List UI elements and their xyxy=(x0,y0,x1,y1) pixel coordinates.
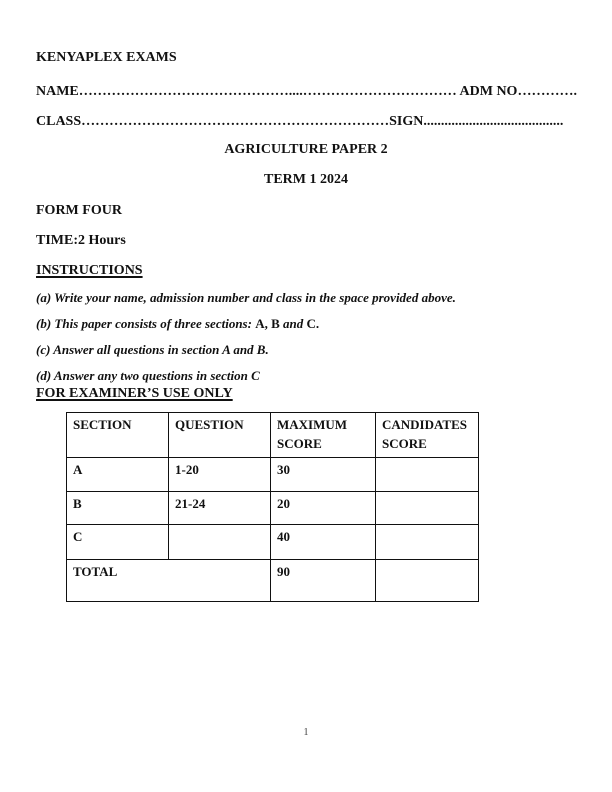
column-header-candidates-score: CANDIDATES SCORE xyxy=(376,413,479,458)
instructions-heading: INSTRUCTIONS xyxy=(36,263,143,278)
section-a-candidate-score xyxy=(376,457,479,491)
section-a-label: A xyxy=(67,457,169,491)
section-b-candidate-score xyxy=(376,491,479,524)
section-c-max-score: 40 xyxy=(271,524,376,559)
adm-no-label: ADM NO xyxy=(459,84,518,99)
instruction-b-last-section: C. xyxy=(306,316,320,331)
paper-title: AGRICULTURE PAPER 2 xyxy=(224,142,388,157)
name-dotted-leader: ………………………………………....…………………………… xyxy=(78,84,457,99)
section-c-questions xyxy=(169,524,271,559)
section-c-label: C xyxy=(67,524,169,559)
column-header-question: QUESTION xyxy=(169,413,271,458)
section-b-label: B xyxy=(67,491,169,524)
form-level: FORM FOUR xyxy=(36,203,122,218)
sign-label: SIGN xyxy=(389,114,424,129)
total-candidate-score xyxy=(376,559,479,601)
time-allowed: TIME:2 Hours xyxy=(36,233,126,248)
table-row-section-a xyxy=(67,457,479,491)
adm-no-dotted-leader: …………. xyxy=(517,84,577,99)
examiner-score-table xyxy=(66,412,479,602)
total-max-score: 90 xyxy=(271,559,376,601)
instruction-item-b xyxy=(36,316,319,332)
class-sign-line xyxy=(36,114,563,130)
school-name: KENYAPLEX EXAMS xyxy=(36,50,177,65)
section-b-questions: 21-24 xyxy=(169,491,271,524)
section-c-candidate-score xyxy=(376,524,479,559)
name-adm-line xyxy=(36,84,577,100)
section-a-questions: 1-20 xyxy=(169,457,271,491)
section-a-max-score: 30 xyxy=(271,457,376,491)
class-label: CLASS xyxy=(36,114,82,129)
page-number: 1 xyxy=(303,727,309,738)
name-label: NAME xyxy=(36,84,79,99)
total-label: TOTAL xyxy=(67,559,271,601)
column-header-section: SECTION xyxy=(67,413,169,458)
instruction-b-text: (b) This paper consists of three sections: xyxy=(36,316,256,331)
instruction-item-d: (d) Answer any two questions in section C xyxy=(36,368,260,383)
table-row-section-b xyxy=(67,491,479,524)
score-table-header-row xyxy=(67,413,479,458)
instruction-item-a: (a) Write your name, admission number and class in the space provided above. xyxy=(36,290,456,305)
instruction-item-c: (c) Answer all questions in section A and B. xyxy=(36,342,269,357)
class-dotted-leader: ………………………………………………………… xyxy=(81,114,390,129)
examiner-use-heading: FOR EXAMINER’S USE ONLY xyxy=(36,386,233,401)
instruction-b-and: and xyxy=(283,316,307,331)
table-row-total xyxy=(67,559,479,601)
table-row-section-c xyxy=(67,524,479,559)
instruction-b-sections: A, B xyxy=(255,316,284,331)
column-header-maximum-score: MAXIMUM SCORE xyxy=(271,413,376,458)
term-title: TERM 1 2024 xyxy=(264,172,348,187)
sign-dotted-leader: ........................................ xyxy=(423,114,564,129)
section-b-max-score: 20 xyxy=(271,491,376,524)
